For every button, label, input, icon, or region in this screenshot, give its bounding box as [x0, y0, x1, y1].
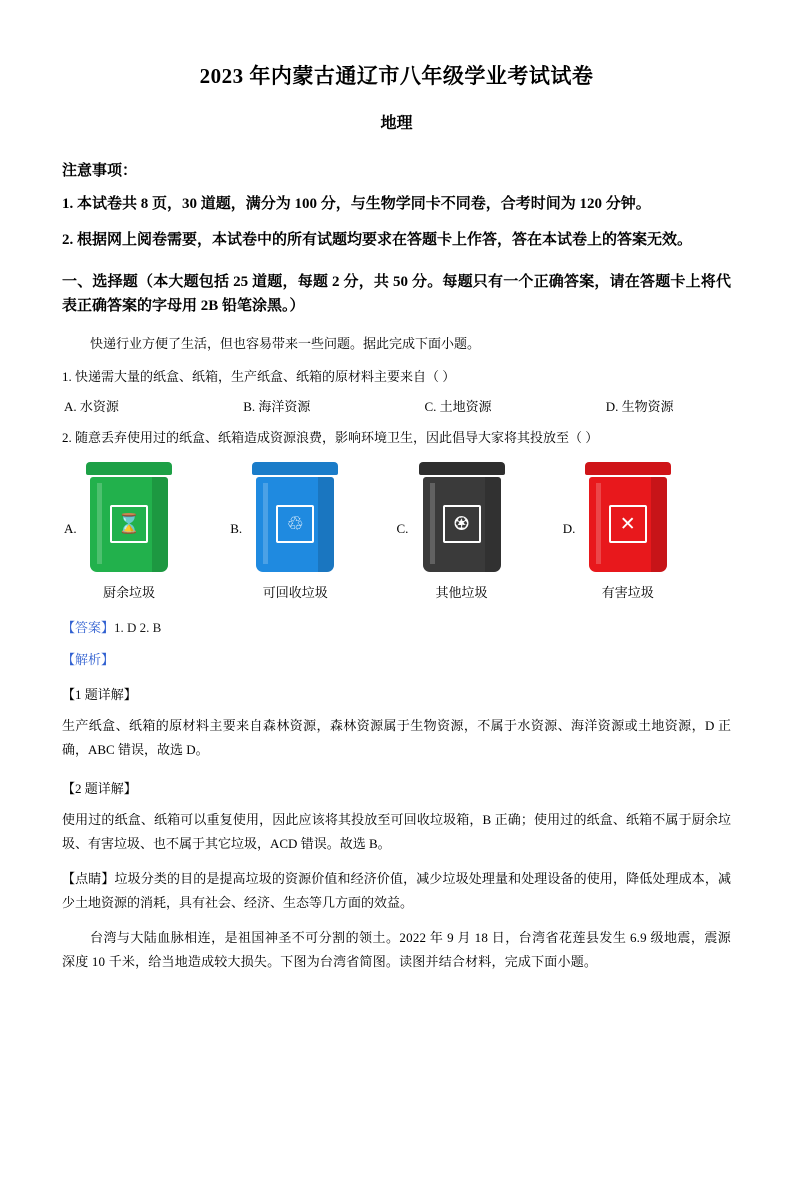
detail-1-heading: 【1 题详解】 [62, 686, 137, 702]
detail-2-text: 使用过的纸盒、纸箱可以重复使用，因此应该将其投放至可回收垃圾箱，B 正确；使用过的纸盒、纸箱不属于厨余垃圾、有害垃圾、也不属于其它垃圾，ACD 错误。故选 B。 [62, 811, 731, 851]
bin-letter-b: B. [230, 520, 243, 536]
bin-body [423, 477, 501, 572]
section-heading-multiple-choice: 一、选择题（本大题包括 25 道题，每题 2 分，共 50 分。每题只有一个正确答案，请在答题卡上将代表正确答案的字母用 2B 铅笔涂黑。） [62, 273, 731, 315]
question-group-lead-in: 快递行业方便了生活，但也容易带来一些问题。据此完成下面小题。 [90, 336, 481, 351]
bin-lid-icon [252, 462, 338, 475]
question-1-option-a[interactable]: A. 水资源 [64, 399, 119, 414]
bin-d [585, 462, 671, 601]
bin-body [589, 477, 667, 572]
question-2-option-d[interactable] [563, 462, 729, 601]
bin-caption-d: 有害垃圾 [601, 584, 654, 600]
question-1-option-d[interactable]: D. 生物资源 [605, 399, 674, 414]
hourglass-icon: ⌛ [110, 505, 148, 543]
question-1-option-c[interactable]: C. 土地资源 [424, 399, 492, 414]
bin-lid-icon [419, 462, 505, 475]
page-title: 2023 年内蒙古通辽市八年级学业考试试卷 [199, 64, 594, 88]
question-1-options [62, 396, 731, 415]
recycle-icon: ♲ [276, 505, 314, 543]
bin-highlight [263, 483, 268, 564]
answer-values: 1. D 2. B [114, 619, 162, 635]
bin-a [86, 462, 172, 601]
bin-c [419, 462, 505, 601]
bin-b [252, 462, 338, 601]
notice-heading: 注意事项： [62, 163, 138, 179]
bin-lid-icon [86, 462, 172, 475]
next-question-group-lead-in: 台湾与大陆血脉相连，是祖国神圣不可分割的领土。2022 年 9 月 18 日，台湾省花莲县发生 6.9 级地震，震源深度 10 千米，给当地造成较大损失。下图为台湾省简图。读图并结合材料，完成下面小题。 [62, 929, 731, 969]
dianjing-text: 【点睛】垃圾分类的目的是提高垃圾的资源价值和经济价值，减少垃圾处理量和处理设备的使用，降低处理成本，减少土地资源的消耗，具有社会、经济、生态等几方面的效益。 [62, 870, 731, 910]
question-2-option-c[interactable] [397, 462, 563, 601]
bin-shadow [318, 477, 334, 572]
bin-lid-icon [585, 462, 671, 475]
question-2-option-a[interactable] [64, 462, 230, 601]
detail-1-text: 生产纸盒、纸箱的原材料主要来自森林资源，森林资源属于生物资源，不属于水资源、海洋资源或土地资源，D 正确，ABC 错误，故选 D。 [62, 717, 731, 757]
bin-letter-c: C. [396, 520, 409, 536]
question-1-text: 1. 快递需大量的纸盒、纸箱，生产纸盒、纸箱的原材料主要来自（ ） [62, 368, 456, 384]
bin-highlight [596, 483, 601, 564]
notice-item-1: 1. 本试卷共 8 页，30 道题，满分为 100 分，与生物学同卡不同卷，合考时间为 120 分钟。 [62, 196, 651, 212]
bin-body [256, 477, 334, 572]
bin-letter-d: D. [562, 520, 576, 536]
question-1-option-b[interactable]: B. 海洋资源 [243, 399, 311, 414]
other-waste-icon: ♼ [443, 505, 481, 543]
bin-graphic-green [86, 462, 172, 572]
bin-shadow [152, 477, 168, 572]
bin-graphic-red [585, 462, 671, 572]
bin-shadow [651, 477, 667, 572]
detail-2-heading: 【2 题详解】 [62, 780, 137, 796]
bin-highlight [97, 483, 102, 564]
bin-graphic-black [419, 462, 505, 572]
bin-graphic-blue [252, 462, 338, 572]
answer-label: 【答案】 [62, 619, 115, 635]
analysis-label: 【解析】 [62, 651, 115, 667]
hazard-icon: ✕ [609, 505, 647, 543]
question-2-option-b[interactable] [230, 462, 396, 601]
notice-item-2: 2. 根据网上阅卷需要，本试卷中的所有试题均要求在答题卡上作答，答在本试卷上的答案无效。 [62, 232, 693, 249]
bin-body [90, 477, 168, 572]
bin-caption-a: 厨余垃圾 [102, 584, 155, 600]
bin-letter-a: A. [64, 520, 77, 536]
bin-highlight [430, 483, 435, 564]
question-2-text: 2. 随意丢弃使用过的纸盒、纸箱造成资源浪费，影响环境卫生，因此倡导大家将其投放至（ ） [62, 430, 599, 445]
question-2-bin-figure [62, 462, 731, 601]
bin-caption-c: 其他垃圾 [435, 584, 488, 600]
answer-row [62, 617, 731, 636]
bin-shadow [485, 477, 501, 572]
exam-paper-page [0, 60, 793, 1182]
bin-caption-b: 可回收垃圾 [262, 584, 328, 600]
page-content [62, 60, 731, 974]
subject-title: 地理 [380, 115, 413, 132]
